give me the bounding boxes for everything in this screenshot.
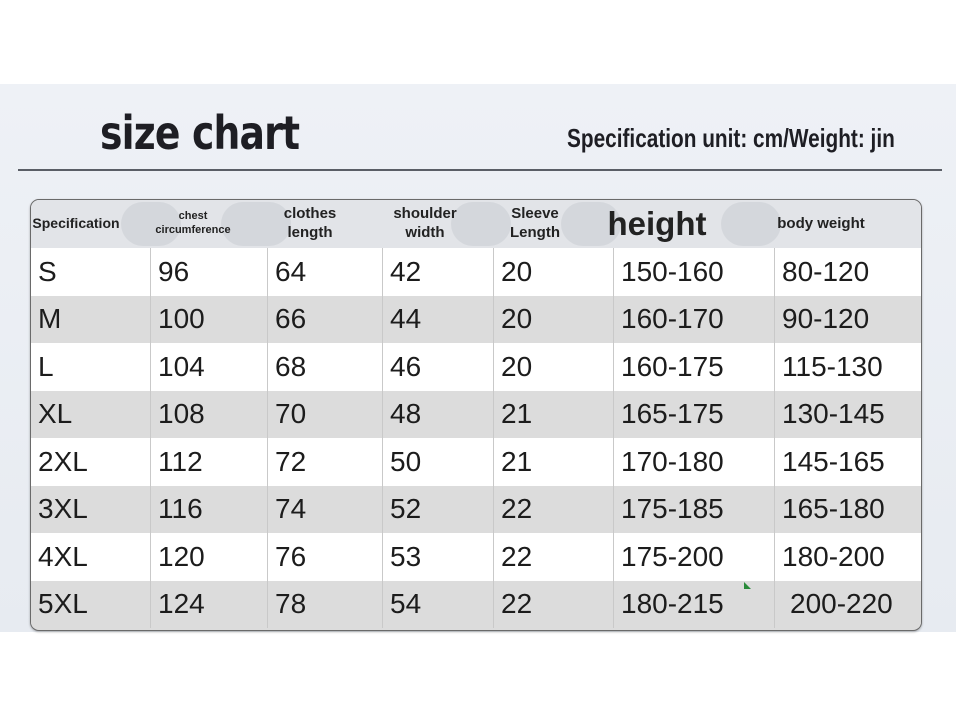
cell-length: 78 <box>268 581 383 629</box>
cell-sleeve: 20 <box>494 248 614 296</box>
cell-weight: 180-200 <box>782 540 885 572</box>
cell-shoulder: 48 <box>383 391 494 439</box>
cell-sleeve: 22 <box>494 486 614 534</box>
size-table <box>30 199 922 631</box>
cell-chest: 100 <box>151 296 268 344</box>
cell-chest: 108 <box>151 391 268 439</box>
cell-shoulder: 44 <box>383 296 494 344</box>
table-row <box>31 581 921 629</box>
cell-size: M <box>31 296 151 344</box>
unit-note: Specification unit: cm/Weight: jin <box>567 123 895 153</box>
table-row <box>31 248 921 296</box>
cell-height: 175-200 <box>614 533 775 581</box>
cell-height: 160-170 <box>614 296 775 344</box>
cell-sleeve: 21 <box>494 391 614 439</box>
header-shoulder-width: shoulder width <box>393 205 457 241</box>
cell-size: L <box>31 343 151 391</box>
page-title: size chart <box>100 106 300 160</box>
cell-length: 72 <box>268 438 383 486</box>
cell-weight: 200-220 <box>790 588 893 620</box>
cell-shoulder: 42 <box>383 248 494 296</box>
cell-height: 150-160 <box>614 248 775 296</box>
header-specification: Specification <box>32 215 120 232</box>
cell-chest: 116 <box>151 486 268 534</box>
cell-sleeve: 20 <box>494 296 614 344</box>
cell-size: 2XL <box>31 438 151 486</box>
cell-size: 5XL <box>31 581 151 629</box>
cell-length: 76 <box>268 533 383 581</box>
cell-size: 3XL <box>31 486 151 534</box>
cell-height: 180-215 <box>614 581 775 629</box>
cell-size: 4XL <box>31 533 151 581</box>
cell-weight: 165-180 <box>782 493 885 525</box>
table-body <box>31 248 921 628</box>
cell-length: 70 <box>268 391 383 439</box>
divider <box>18 169 942 171</box>
cell-chest: 104 <box>151 343 268 391</box>
cell-shoulder: 46 <box>383 343 494 391</box>
cell-length: 74 <box>268 486 383 534</box>
table-row <box>31 486 921 534</box>
cell-height: 170-180 <box>614 438 775 486</box>
cell-height: 160-175 <box>614 343 775 391</box>
header-body-weight: body weight <box>777 214 865 232</box>
cell-height: 175-185 <box>614 486 775 534</box>
cell-chest: 120 <box>151 533 268 581</box>
cell-chest: 112 <box>151 438 268 486</box>
cell-length: 66 <box>268 296 383 344</box>
cell-length: 68 <box>268 343 383 391</box>
header-chest-circumference: chest circumference <box>155 210 231 236</box>
cell-weight: 90-120 <box>782 303 870 335</box>
cell-length: 64 <box>268 248 383 296</box>
table-row <box>31 391 921 439</box>
corner-marker <box>744 582 751 589</box>
cell-chest: 124 <box>151 581 268 629</box>
cell-weight: 115-130 <box>782 350 883 382</box>
cell-size: XL <box>31 391 151 439</box>
cell-sleeve: 22 <box>494 533 614 581</box>
header-height: height <box>607 205 707 243</box>
cell-sleeve: 21 <box>494 438 614 486</box>
cell-weight: 145-165 <box>782 445 885 477</box>
cell-shoulder: 54 <box>383 581 494 629</box>
cell-height: 165-175 <box>614 391 775 439</box>
cell-shoulder: 50 <box>383 438 494 486</box>
cell-size: S <box>31 248 151 296</box>
cell-shoulder: 53 <box>383 533 494 581</box>
cell-sleeve: 22 <box>494 581 614 629</box>
header-clothes-length: clothes length <box>283 205 337 241</box>
cell-weight: 130-145 <box>782 398 885 430</box>
table-row <box>31 438 921 486</box>
header-sleeve-length: Sleeve Length <box>510 205 560 241</box>
cell-chest: 96 <box>151 248 268 296</box>
table-row <box>31 296 921 344</box>
table-row <box>31 533 921 581</box>
cell-shoulder: 52 <box>383 486 494 534</box>
table-header <box>31 200 921 248</box>
cell-sleeve: 20 <box>494 343 614 391</box>
table-row <box>31 343 921 391</box>
cell-weight: 80-120 <box>782 255 870 287</box>
